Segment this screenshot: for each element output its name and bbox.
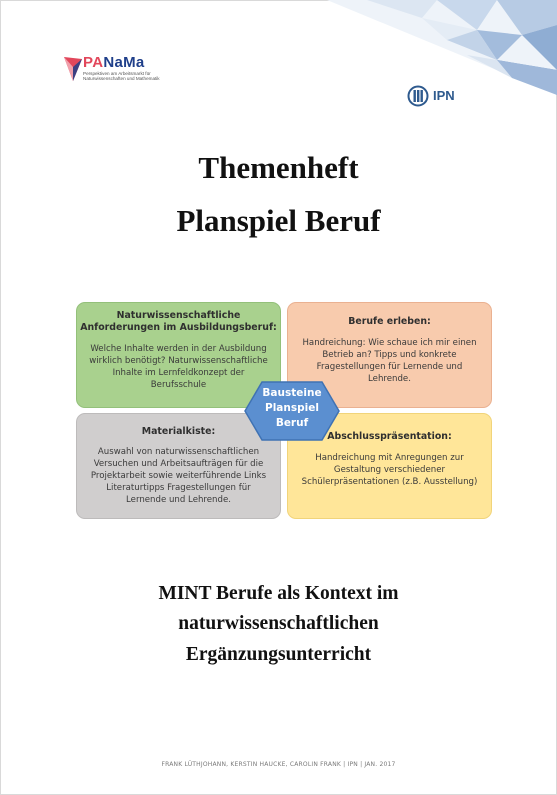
quadrant-heading: Berufe erleben: [348,316,431,327]
ipn-logo-text: IPN [433,88,455,103]
subtitle-line-2: naturwissenschaftlichen [178,613,379,634]
quadrant-body: Handreichung: Wie schaue ich mir einen Betrieb an? Tipps und konkrete Fragestellungen für Lernende und Lehrende. [302,338,477,384]
footer-credits: FRANK LÜTHJOHANN, KERSTIN HAUCKE, CAROLIN FRANK | IPN | JAN. 2017 [161,761,396,768]
decorative-corner-graphic [327,0,557,95]
ipn-logo [407,85,467,109]
title-line-1: Themenheft [198,150,359,185]
center-hexagon-label: Bausteine Planspiel Beruf [262,387,322,429]
panama-mark-icon [64,57,82,81]
panama-logo [64,55,184,87]
quadrant-body: Welche Inhalte werden in der Ausbildung wirklich benötigt? Naturwissenschaftliche Inhalte im Lernfeldkonzept der Berufsschule [89,344,268,390]
quadrant-heading: Abschlusspräsentation: [327,431,452,442]
subtitle-line-1: MINT Berufe als Kontext im [158,583,399,604]
quadrant-body: Auswahl von naturwissenschaftlichen Versuchen und Arbeitsaufträgen für die Projektarbeit sowie weiterführende Links Literaturtipps Fragestellungen für Lernende und Lehrende. [90,447,267,505]
quadrant-heading: Naturwissenschaftliche Anforderungen im Ausbildungsberuf: [80,310,277,333]
panama-tagline: Perspektiven am Arbeitsmarkt für Naturwissenschaften und Mathematik [83,71,160,82]
quadrant-heading: Materialkiste: [141,426,216,437]
subtitle-line-3: Ergänzungsunterricht [185,644,372,665]
quadrant-body: Handreichung mit Anregungen zur Gestaltung verschiedener Schülerpräsentationen (z.B. Ausstellung) [301,453,478,487]
ipn-emblem-icon [407,85,429,107]
panama-wordmark: PANaMa [83,54,145,71]
title-line-2: Planspiel Beruf [176,203,381,238]
